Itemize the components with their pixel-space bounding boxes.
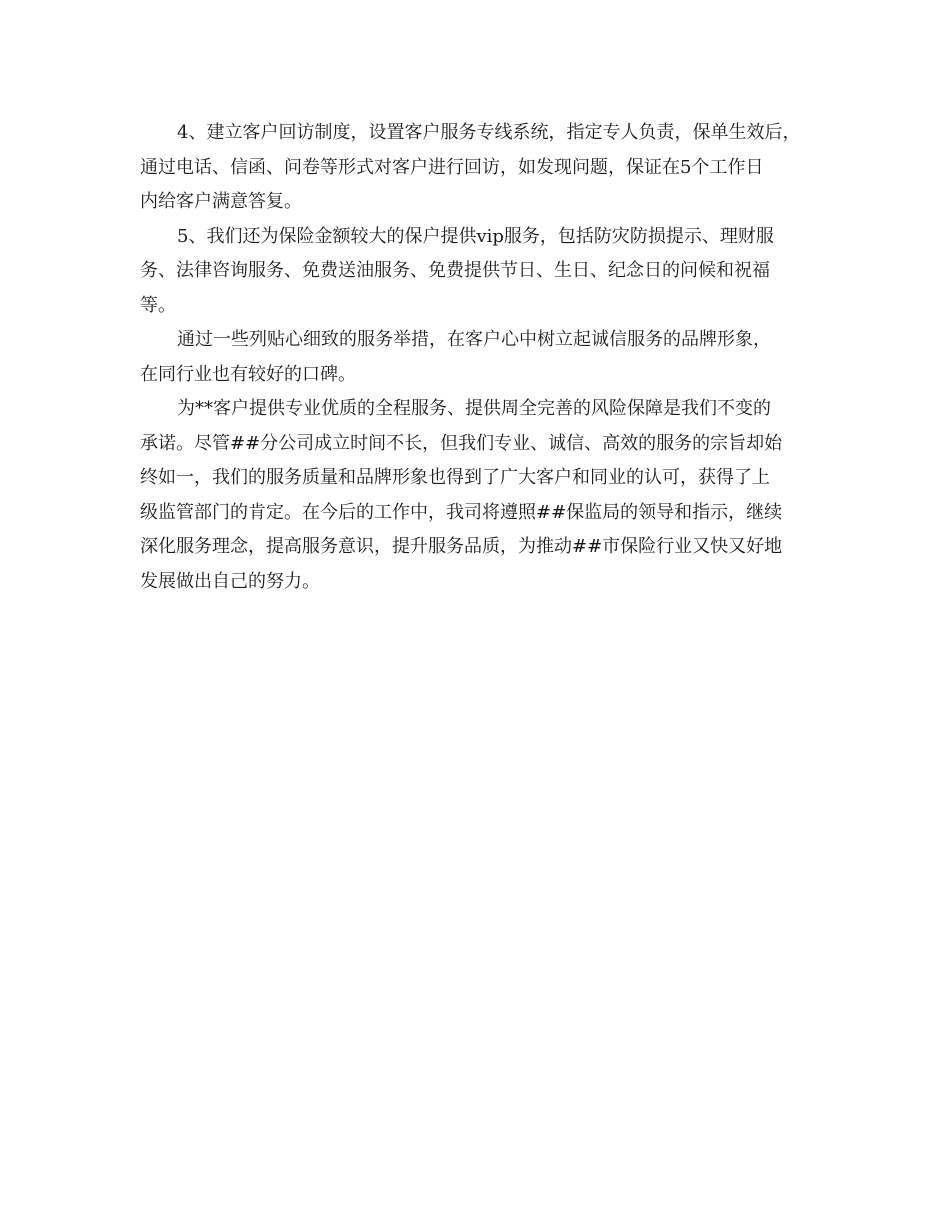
text-line: 4、建立客户回访制度，设置客户服务专线系统，指定专人负责，保单生效后，	[177, 122, 801, 143]
text-line: 通过电话、信函、问卷等形式对客户进行回访，如发现问题，保证在5个工作日	[140, 156, 764, 178]
text-line: 等。	[140, 294, 176, 316]
text-line: 深化服务理念，提高服务意识，提升服务品质，为推动##市保险行业又快又好地	[140, 536, 783, 557]
text-line: 5、我们还为保险金额较大的保户提供vip服务，包括防灾防损提示、理财服	[177, 225, 774, 247]
text-line: 务、法律咨询服务、免费送油服务、免费提供节日、生日、纪念日的问候和祝福	[140, 260, 770, 281]
text-line: 为**客户提供专业优质的全程服务、提供周全完善的风险保障是我们不变的	[177, 398, 771, 419]
text-line: 发展做出自己的努力。	[140, 570, 320, 592]
text-line: 终如一，我们的服务质量和品牌形象也得到了广大客户和同业的认可，获得了上	[140, 467, 770, 488]
text-line: 通过一些列贴心细致的服务举措，在客户心中树立起诚信服务的品牌形象，	[177, 329, 771, 350]
text-line: 级监管部门的肯定。在今后的工作中，我司将遵照##保监局的领导和指示，继续	[140, 501, 783, 523]
text-line: 内给客户满意答复。	[140, 191, 302, 212]
text-line: 在同行业也有较好的口碑。	[140, 363, 356, 385]
text-line: 承诺。尽管##分公司成立时间不长，但我们专业、诚信、高效的服务的宗旨却始	[140, 432, 783, 454]
document-body	[140, 116, 820, 599]
